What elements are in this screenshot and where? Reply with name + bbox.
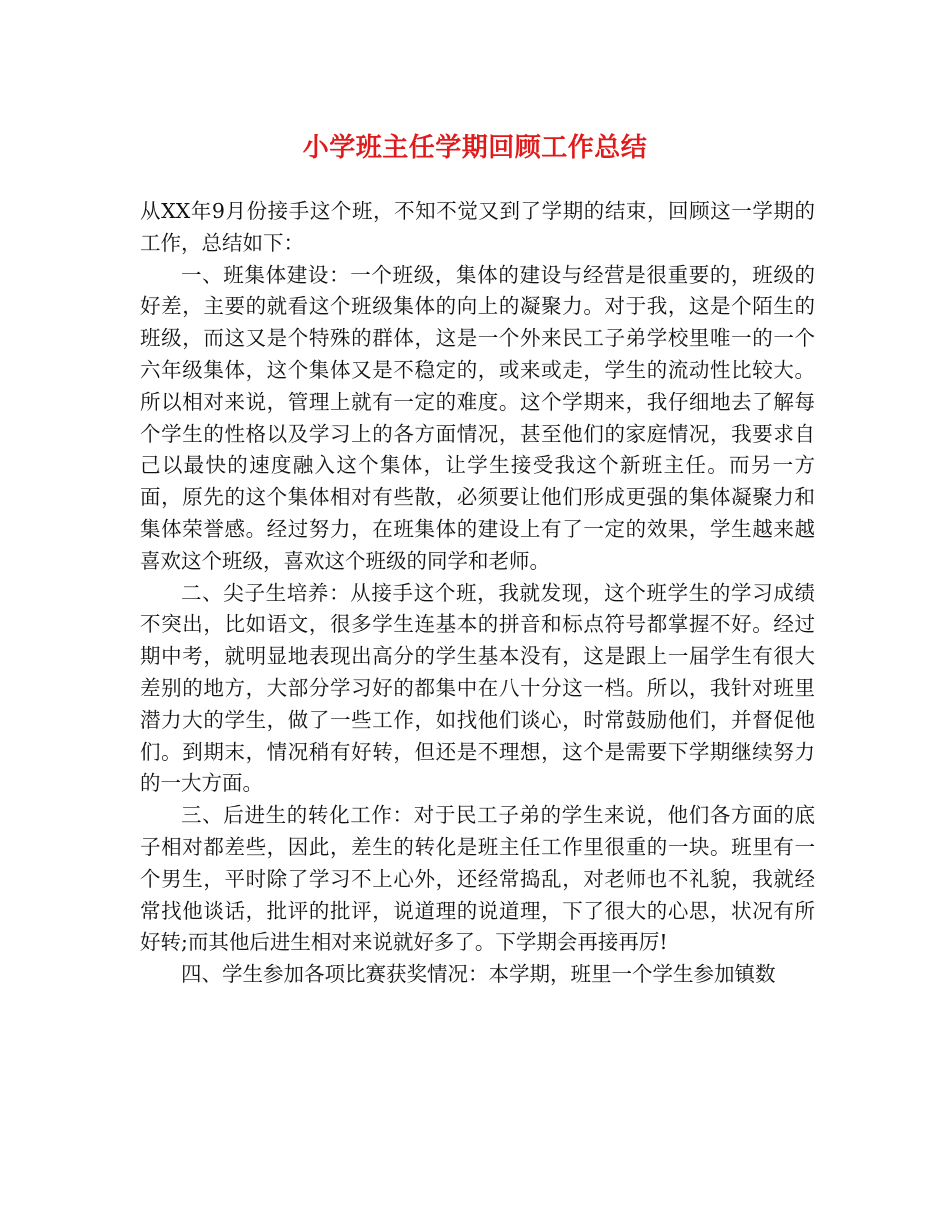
section-struggling-students-paragraph: 三、后进生的转化工作：对于民工子弟的学生来说，他们各方面的底子相对都差些，因此，差生的转化是班主任工作里很重的一块。班里有一个男生，平时除了学习不上心外，还经常捣乱，对老师也不礼貌，我就经常找他谈话，批评的批评，说道理的说道理，下了很大的心思，状况有所好转;而其他后进生相对来说就好多了。下学期会再接再厉! xyxy=(140,803,815,955)
document-body xyxy=(140,196,815,991)
document-title: 小学班主任学期回顾工作总结 xyxy=(302,133,648,163)
section-class-building-paragraph: 一、班集体建设：一个班级，集体的建设与经营是很重要的，班级的好差，主要的就看这个班级集体的向上的凝聚力。对于我，这是个陌生的班级，而这又是个特殊的群体，这是一个外来民工子弟学校里唯一的一个六年级集体，这个集体又是不稳定的，或来或走，学生的流动性比较大。所以相对来说，管理上就有一定的难度。这个学期来，我仔细地去了解每个学生的性格以及学习上的各方面情况，甚至他们的家庭情况，我要求自己以最快的速度融入这个集体，让学生接受我这个新班主任。而另一方面，原先的这个集体相对有些散，必须要让他们形成更强的集体凝聚力和集体荣誉感。经过努力，在班集体的建设上有了一定的效果，学生越来越喜欢这个班级，喜欢这个班级的同学和老师。 xyxy=(140,262,815,573)
intro-paragraph: 从XX年9月份接手这个班，不知不觉又到了学期的结束，回顾这一学期的工作，总结如下： xyxy=(140,199,815,255)
section-top-students-paragraph: 二、尖子生培养：从接手这个班，我就发现，这个班学生的学习成绩不突出，比如语文，很多学生连基本的拼音和标点符号都掌握不好。经过期中考，就明显地表现出高分的学生基本没有，这是跟上一届学生有很大差别的地方，大部分学习好的都集中在八十分这一档。所以，我针对班里潜力大的学生，做了一些工作，如找他们谈心，时常鼓励他们，并督促他们。到期末，情况稍有好转，但还是不理想，这个是需要下学期继续努力的一大方面。 xyxy=(140,580,815,796)
section-awards-paragraph: 四、学生参加各项比赛获奖情况：本学期，班里一个学生参加镇数 xyxy=(181,962,776,987)
